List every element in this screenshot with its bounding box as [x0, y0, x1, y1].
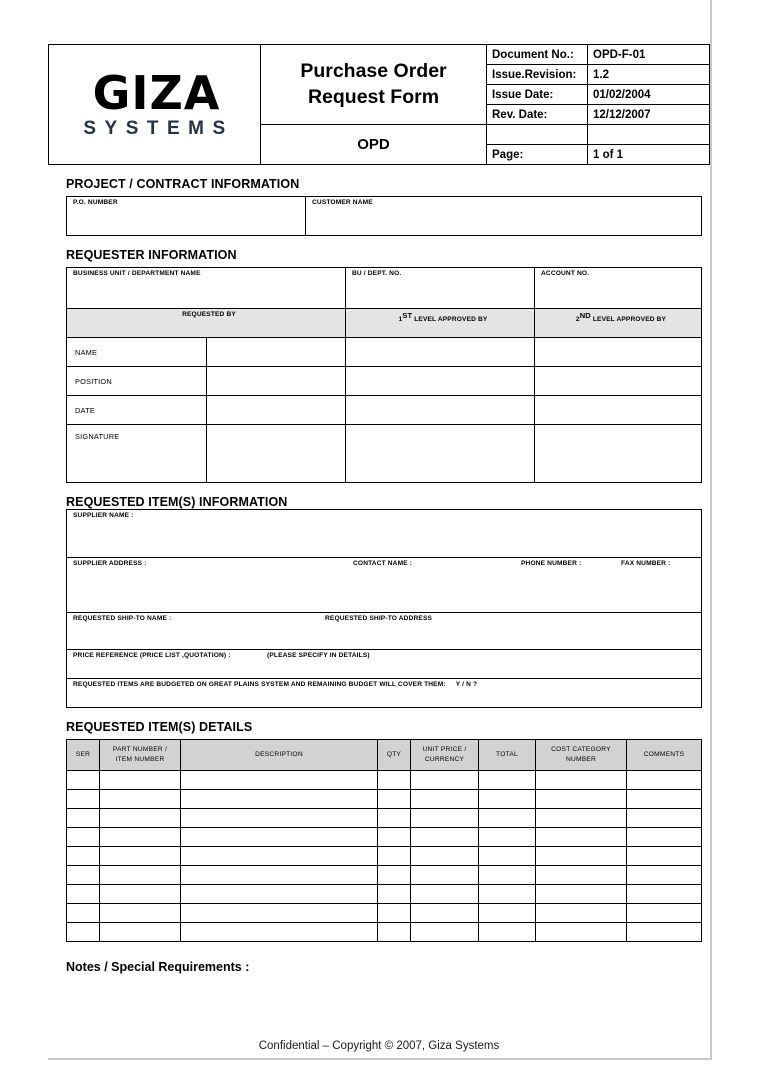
- document-page: [48, 0, 712, 1060]
- table-row: [67, 510, 702, 558]
- company-logo: [49, 45, 261, 165]
- item-cell[interactable]: [627, 885, 702, 904]
- item-cell[interactable]: [627, 790, 702, 809]
- price-reference-note: (PLEASE SPECIFY IN DETAILS): [267, 652, 370, 659]
- row-label-position: POSITION: [67, 367, 207, 396]
- meta-value: OPD-F-01: [588, 45, 710, 65]
- row-label-name: NAME: [67, 338, 207, 367]
- item-cell[interactable]: [411, 904, 479, 923]
- meta-key: Issue.Revision:: [487, 65, 588, 85]
- col-header-cost-category: COST CATEGORY NUMBER: [536, 740, 627, 771]
- table-row: [67, 847, 702, 866]
- item-cell[interactable]: [627, 771, 702, 790]
- item-cell[interactable]: [411, 809, 479, 828]
- date-requested-by-input[interactable]: [206, 396, 346, 425]
- item-cell[interactable]: [100, 828, 181, 847]
- item-cell[interactable]: [67, 809, 100, 828]
- first-level-label: LEVEL APPROVED BY: [412, 316, 488, 324]
- item-cell[interactable]: [67, 828, 100, 847]
- item-cell[interactable]: [536, 771, 627, 790]
- date-first-level-input[interactable]: [346, 396, 535, 425]
- document-title-line2: Request Form: [307, 85, 440, 108]
- first-level-sup: ST: [402, 311, 413, 320]
- document-title: [261, 45, 487, 125]
- col-header-ser: SER: [67, 740, 100, 771]
- col-second-level-approved-by: [535, 309, 702, 338]
- table-row: [67, 268, 702, 309]
- col-requested-by: [67, 309, 346, 338]
- item-cell[interactable]: [67, 790, 100, 809]
- item-cell[interactable]: [181, 790, 378, 809]
- item-cell[interactable]: [536, 885, 627, 904]
- item-cell[interactable]: [378, 771, 411, 790]
- meta-row: [487, 105, 709, 125]
- item-cell[interactable]: [100, 904, 181, 923]
- meta-row: [487, 45, 709, 65]
- price-reference-row[interactable]: [67, 650, 702, 679]
- section-heading-project: PROJECT / CONTRACT INFORMATION: [66, 177, 300, 191]
- item-cell[interactable]: [536, 847, 627, 866]
- meta-value: 1 of 1: [588, 145, 710, 165]
- item-cell[interactable]: [67, 847, 100, 866]
- notes-heading: Notes / Special Requirements :: [66, 960, 250, 974]
- name-requested-by-input[interactable]: [206, 338, 346, 367]
- item-cell[interactable]: [378, 809, 411, 828]
- item-cell[interactable]: [536, 809, 627, 828]
- table-row: [67, 828, 702, 847]
- meta-value: 1.2: [588, 65, 710, 85]
- item-cell[interactable]: [627, 809, 702, 828]
- item-cell[interactable]: [378, 866, 411, 885]
- table-row: [67, 866, 702, 885]
- price-reference-label: PRICE REFERENCE (PRICE LIST ,QUOTATION) :: [73, 652, 231, 659]
- table-header-row: [67, 740, 702, 771]
- item-cell[interactable]: [536, 866, 627, 885]
- table-row: [67, 558, 702, 613]
- requested-items-information-table: [66, 509, 702, 708]
- date-second-level-input[interactable]: [535, 396, 702, 425]
- table-row: [67, 679, 702, 708]
- item-cell[interactable]: [479, 866, 536, 885]
- table-row: [67, 338, 702, 367]
- signature-requested-by-input[interactable]: [206, 425, 346, 483]
- item-cell[interactable]: [536, 923, 627, 942]
- item-cell[interactable]: [411, 866, 479, 885]
- table-row: [67, 904, 702, 923]
- item-cell[interactable]: [479, 771, 536, 790]
- meta-key: Document No.:: [487, 45, 588, 65]
- item-cell[interactable]: [100, 847, 181, 866]
- table-row: [67, 923, 702, 942]
- business-unit-field[interactable]: BUSINESS UNIT / DEPARTMENT NAME: [67, 268, 346, 309]
- item-cell[interactable]: [479, 809, 536, 828]
- item-cell[interactable]: [181, 809, 378, 828]
- item-cell[interactable]: [100, 771, 181, 790]
- item-cell[interactable]: [411, 885, 479, 904]
- second-level-prefix: 2: [575, 316, 580, 324]
- item-cell[interactable]: [67, 904, 100, 923]
- table-row: [67, 809, 702, 828]
- item-cell[interactable]: [181, 866, 378, 885]
- col-header-part-number: PART NUMBER / ITEM NUMBER: [100, 740, 181, 771]
- name-second-level-input[interactable]: [535, 338, 702, 367]
- item-cell[interactable]: [67, 885, 100, 904]
- item-cell[interactable]: [627, 828, 702, 847]
- section-heading-requester: REQUESTER INFORMATION: [66, 248, 237, 262]
- item-cell[interactable]: [67, 866, 100, 885]
- budget-answer-field[interactable]: Y / N ?: [455, 681, 478, 688]
- item-cell[interactable]: [100, 885, 181, 904]
- col-first-level-approved-by: [346, 309, 535, 338]
- item-cell[interactable]: [100, 809, 181, 828]
- item-cell[interactable]: [100, 923, 181, 942]
- meta-value: 01/02/2004: [588, 85, 710, 105]
- meta-value: 12/12/2007: [588, 105, 710, 125]
- logo-systems-text: SYSTEMS: [83, 117, 234, 139]
- item-cell[interactable]: [100, 866, 181, 885]
- table-row: [67, 613, 702, 650]
- meta-row-blank: [487, 125, 709, 145]
- table-row: [67, 771, 702, 790]
- signature-first-level-input[interactable]: [346, 425, 535, 483]
- col-header-total: TOTAL: [479, 740, 536, 771]
- col-requested-by-label: REQUESTED BY: [182, 311, 236, 318]
- ship-to-row[interactable]: [67, 613, 702, 650]
- table-row: [67, 367, 702, 396]
- document-title-line1: Purchase Order: [300, 59, 447, 82]
- item-cell[interactable]: [627, 866, 702, 885]
- item-cell[interactable]: [378, 828, 411, 847]
- second-level-label: LEVEL APPROVED BY: [590, 316, 667, 324]
- item-cell[interactable]: [479, 790, 536, 809]
- item-cell[interactable]: [479, 885, 536, 904]
- row-label-signature: SIGNATURE: [67, 425, 207, 483]
- account-no-field[interactable]: ACCOUNT NO.: [535, 268, 702, 309]
- po-number-field[interactable]: P.O. NUMBER: [67, 197, 306, 236]
- project-contract-table: [66, 196, 702, 236]
- name-first-level-input[interactable]: [346, 338, 535, 367]
- item-cell[interactable]: [378, 847, 411, 866]
- document-meta-table: [487, 45, 709, 164]
- first-level-prefix: 1: [398, 316, 403, 324]
- fax-number-label: FAX NUMBER :: [621, 560, 671, 567]
- item-cell[interactable]: [378, 923, 411, 942]
- item-cell[interactable]: [411, 771, 479, 790]
- item-cell[interactable]: [627, 904, 702, 923]
- meta-key: [487, 125, 588, 145]
- requested-items-details-table: [66, 739, 702, 942]
- supplier-name-field[interactable]: SUPPLIER NAME :: [67, 510, 702, 558]
- item-cell[interactable]: [411, 923, 479, 942]
- meta-key: Issue Date:: [487, 85, 588, 105]
- budget-statement-label: REQUESTED ITEMS ARE BUDGETED ON GREAT PLAINS SYSTEM AND REMAINING BUDGET WILL COVER THEM:: [73, 681, 446, 688]
- meta-row: [487, 145, 709, 165]
- item-cell[interactable]: [378, 904, 411, 923]
- item-cell[interactable]: [378, 885, 411, 904]
- document-subtitle: OPD: [261, 125, 487, 165]
- col-header-description: DESCRIPTION: [181, 740, 378, 771]
- items-details-body: [67, 771, 702, 942]
- item-cell[interactable]: [181, 923, 378, 942]
- meta-key: Rev. Date:: [487, 105, 588, 125]
- item-cell[interactable]: [411, 847, 479, 866]
- item-cell[interactable]: [411, 828, 479, 847]
- position-first-level-input[interactable]: [346, 367, 535, 396]
- item-cell[interactable]: [100, 790, 181, 809]
- item-cell[interactable]: [181, 847, 378, 866]
- item-cell[interactable]: [181, 885, 378, 904]
- table-row: [67, 650, 702, 679]
- requester-information-table: [66, 267, 702, 483]
- item-cell[interactable]: [536, 904, 627, 923]
- item-cell[interactable]: [411, 790, 479, 809]
- item-cell[interactable]: [627, 847, 702, 866]
- contact-name-label: CONTACT NAME :: [353, 560, 413, 567]
- supplier-contact-row[interactable]: [67, 558, 702, 613]
- item-cell[interactable]: [479, 828, 536, 847]
- item-cell[interactable]: [479, 847, 536, 866]
- item-cell[interactable]: [181, 904, 378, 923]
- item-cell[interactable]: [627, 923, 702, 942]
- second-level-sup: ND: [579, 311, 591, 320]
- table-row: [67, 197, 702, 236]
- meta-key: Page:: [487, 145, 588, 165]
- table-row: [67, 885, 702, 904]
- document-header: [48, 44, 710, 165]
- item-cell[interactable]: [67, 771, 100, 790]
- section-heading-items-details: REQUESTED ITEM(S) DETAILS: [66, 720, 253, 734]
- approval-header-row: [67, 309, 702, 338]
- item-cell[interactable]: [181, 771, 378, 790]
- meta-row: [487, 85, 709, 105]
- ship-to-address-label: REQUESTED SHIP-TO ADDRESS: [325, 615, 433, 622]
- budget-statement-row[interactable]: [67, 679, 702, 708]
- col-header-qty: QTY: [378, 740, 411, 771]
- meta-row: [487, 65, 709, 85]
- ship-to-name-label: REQUESTED SHIP-TO NAME :: [73, 615, 172, 622]
- supplier-address-label: SUPPLIER ADDRESS :: [73, 560, 147, 567]
- phone-number-label: PHONE NUMBER :: [521, 560, 582, 567]
- position-requested-by-input[interactable]: [206, 367, 346, 396]
- table-row: [67, 425, 702, 483]
- item-cell[interactable]: [479, 923, 536, 942]
- meta-value: [588, 125, 710, 145]
- document-meta-cell: [487, 45, 710, 165]
- item-cell[interactable]: [479, 904, 536, 923]
- item-cell[interactable]: [181, 828, 378, 847]
- col-header-unit-price: UNIT PRICE / CURRENCY: [411, 740, 479, 771]
- customer-name-field[interactable]: CUSTOMER NAME: [306, 197, 702, 236]
- bu-dept-no-field[interactable]: BU / DEPT. NO.: [346, 268, 535, 309]
- logo-giza-text: GIZA: [92, 65, 221, 120]
- row-label-date: DATE: [67, 396, 207, 425]
- page-content: [48, 44, 710, 974]
- item-cell[interactable]: [378, 790, 411, 809]
- item-cell[interactable]: [67, 923, 100, 942]
- table-row: [67, 396, 702, 425]
- item-cell[interactable]: [536, 790, 627, 809]
- item-cell[interactable]: [536, 828, 627, 847]
- table-row: [67, 790, 702, 809]
- signature-second-level-input[interactable]: [535, 425, 702, 483]
- position-second-level-input[interactable]: [535, 367, 702, 396]
- col-header-comments: COMMENTS: [627, 740, 702, 771]
- section-heading-items-info: REQUESTED ITEM(S) INFORMATION: [66, 495, 288, 509]
- document-footer: Confidential – Copyright © 2007, Giza Systems: [258, 1040, 500, 1052]
